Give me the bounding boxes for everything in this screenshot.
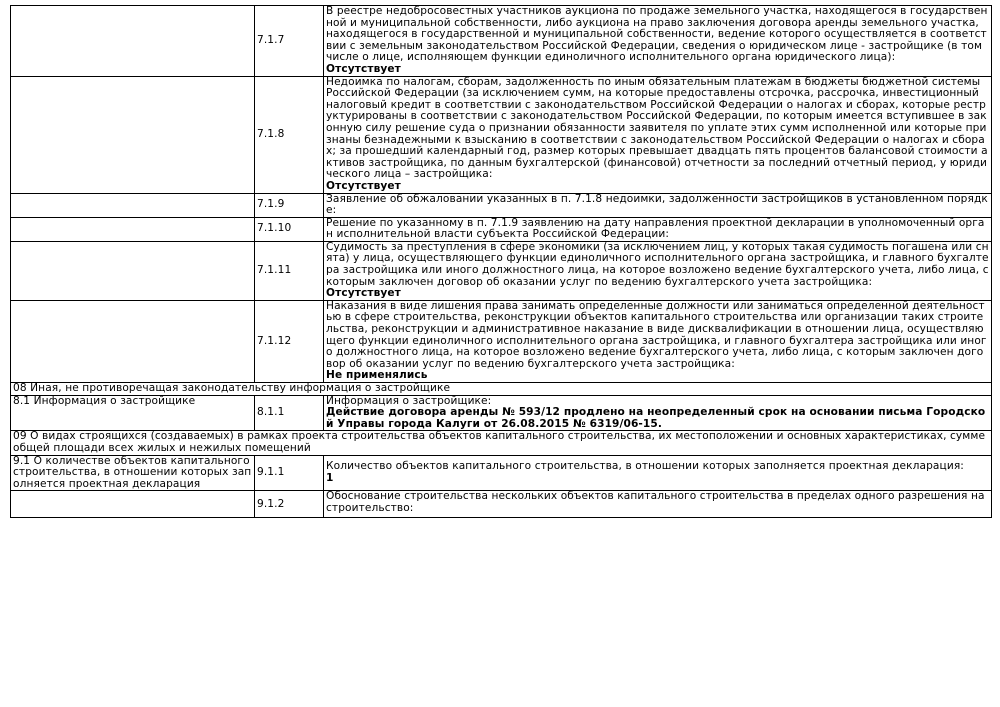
row-code: 7.1.10	[255, 217, 324, 241]
row-text: В реестре недобросовестных участников аукциона по продаже земельного участка, находящегося в государственной и муниципальной собственности, либо аукциона на право заключения договора аренды земельного участка, находящегося в государственной и муниципальной собственности, ведение которого осуществляется в соответствии с земельным законодательством Российской Федерации, сведения о юридическом лице - застройщике (в том числе о лице, исполняющем функции единоличного исполнительного органа юридического лица):	[326, 5, 988, 64]
row-value: Не применялись	[326, 369, 428, 382]
row-label: 9.1 О количестве объектов капитального строительства, в отношении которых заполняется проектная декларация	[11, 455, 255, 491]
row-text: Недоимка по налогам, сборам, задолженность по иным обязательным платежам в бюджеты бюджетной системы Российской Федерации (за исключением сумм, на которые предоставлены отсрочка, рассрочка, инвестиционный налоговый кредит в соответствии с законодательством Российской Федерации о налогах и сборах, которые реструктурированы в соответствии с законодательством Российской Федерации, по которым имеется вступившее в законную силу решение суда о признании обязанности заявителя по уплате этих сумм исполненной или которые признаны безнадежными к взысканию в соответствии с законодательством Российской Федерации о налогах и сборах; за прошедший календарный год, размер которых превышает двадцать пять процентов балансовой стоимости активов застройщика, по данным бухгалтерской (финансовой) отчетности за последний отчетный период, у юридического лица – застройщика:	[326, 75, 988, 181]
label-cell	[11, 217, 255, 241]
row-content	[324, 455, 992, 491]
label-cell	[11, 241, 255, 300]
label-cell	[11, 193, 255, 217]
row-value: Действие договора аренды № 593/12 продлено на неопределенный срок на основании письма Городской Управы города Калуги от 26.08.2015 № 6319/06-15.	[326, 406, 986, 430]
label-cell	[11, 6, 255, 77]
row-code: 7.1.7	[255, 6, 324, 77]
row-value: Отсутствует	[326, 62, 401, 75]
row-content	[324, 6, 992, 77]
section-header-row	[11, 383, 992, 396]
row-code: 9.1.2	[255, 491, 324, 518]
table-row	[11, 6, 992, 77]
table-row	[11, 76, 992, 193]
label-cell	[11, 76, 255, 193]
row-content	[324, 300, 992, 382]
row-value: Отсутствует	[326, 287, 401, 300]
row-content	[324, 491, 992, 518]
row-code: 7.1.8	[255, 76, 324, 193]
table-row	[11, 491, 992, 518]
row-text: Решение по указанному в п. 7.1.9 заявлению на дату направления проектной декларации в уполномоченный орган исполнительной власти субъекта Российской Федерации:	[326, 216, 985, 241]
row-content	[324, 395, 992, 431]
section-header-row	[11, 431, 992, 455]
row-text: Информация о застройщике:	[326, 394, 492, 407]
row-value: Отсутствует	[326, 179, 401, 192]
table-row	[11, 455, 992, 491]
row-label: 8.1 Информация о застройщике	[11, 395, 255, 431]
table-row	[11, 217, 992, 241]
row-text: Обоснование строительства нескольких объектов капитального строительства в пределах одного разрешения на строительство:	[326, 490, 985, 514]
row-content	[324, 76, 992, 193]
row-code: 9.1.1	[255, 455, 324, 491]
declaration-table	[10, 5, 992, 518]
section-header: 09 О видах строящихся (создаваемых) в рамках проекта строительства объектов капитального строительства, их местоположении и основных характеристиках, сумме общей площади всех жилых и нежилых помещений	[11, 431, 992, 455]
label-cell	[11, 300, 255, 382]
label-cell	[11, 491, 255, 518]
row-text: Наказания в виде лишения права занимать определенные должности или заниматься определенной деятельностью в сфере строительства, реконструкции объектов капитального строительства или организации таких строительства, реконструкции и административное наказание в виде дисквалификации в отношении лица, осуществляющего функции единоличного исполнительного органа застройщика, и главного бухгалтера застройщика или иного должностного лица, на которое возложено ведение бухгалтерского учета, либо лица, с которым заключен договор об оказании услуг по ведению бухгалтерского учета застройщика:	[326, 299, 987, 370]
row-text: Судимость за преступления в сфере экономики (за исключением лиц, у которых такая судимость погашена или снята) у лица, осуществляющего функции единоличного исполнительного органа застройщика, и главного бухгалтера застройщика или иного должностного лица, на которое возложено ведение бухгалтерского учета, либо лица, с которым заключен договор об оказании услуг по ведению бухгалтерского учета застройщика:	[326, 240, 989, 288]
row-text: Заявление об обжаловании указанных в п. 7.1.8 недоимки, задолженности застройщиков в установленном порядке:	[326, 192, 988, 217]
row-code: 7.1.12	[255, 300, 324, 382]
row-content	[324, 241, 992, 300]
table-row	[11, 193, 992, 217]
row-value: 1	[326, 471, 334, 484]
row-content	[324, 193, 992, 217]
section-header: 08 Иная, не противоречащая законодательству информация о застройщике	[11, 383, 992, 396]
row-content	[324, 217, 992, 241]
row-code: 7.1.9	[255, 193, 324, 217]
row-code: 8.1.1	[255, 395, 324, 431]
table-row	[11, 300, 992, 382]
table-row	[11, 241, 992, 300]
row-code: 7.1.11	[255, 241, 324, 300]
table-row	[11, 395, 992, 431]
row-text: Количество объектов капитального строительства, в отношении которых заполняется проектная декларация:	[326, 460, 964, 473]
